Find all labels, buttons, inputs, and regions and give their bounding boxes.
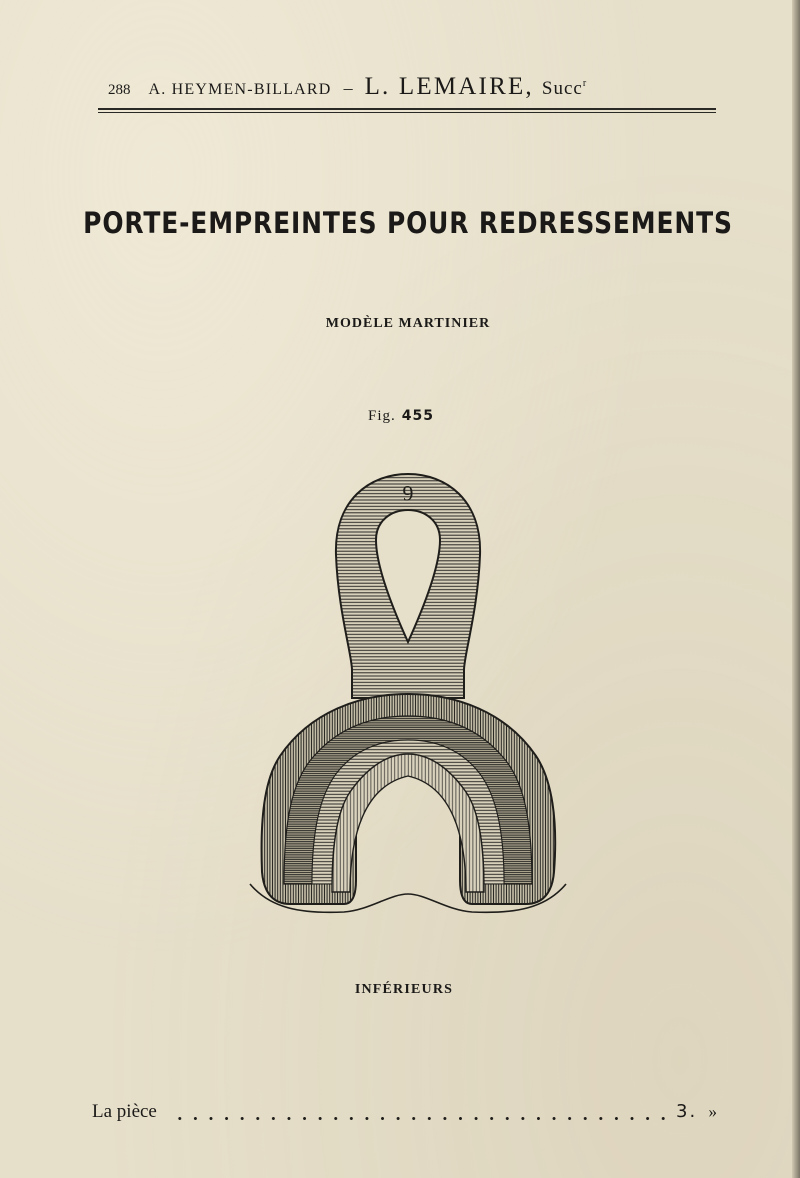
successor-suffix-text: Succ — [541, 78, 583, 99]
figure-caption: INFÉRIEURS — [354, 982, 454, 997]
dot-leader — [172, 1117, 668, 1120]
tray-body — [250, 694, 566, 912]
tray-handle — [336, 474, 480, 698]
header-rule-thick — [98, 108, 716, 110]
figure-number: 455 — [401, 408, 434, 424]
running-head — [108, 74, 708, 99]
figure-label — [0, 408, 800, 425]
engraved-number: 6 — [402, 481, 414, 506]
figure-label-text: Fig. — [368, 408, 396, 424]
price-value: 3. — [676, 1101, 698, 1122]
publisher-name: A. HEYMEN-BILLARD — [148, 81, 332, 98]
header-separator: – — [343, 78, 353, 98]
successor-suffix-superscript: r — [582, 77, 588, 89]
successor-suffix — [542, 78, 587, 99]
page-number: 288 — [108, 82, 131, 98]
model-label: MODÈLE MARTINIER — [325, 316, 491, 331]
impression-tray-illustration — [240, 460, 570, 930]
header-rule-thin — [98, 112, 716, 113]
page-title: PORTE-EMPREINTES POUR REDRESSEMENTS — [83, 206, 733, 240]
page-edge — [792, 0, 800, 1178]
price-ditto-mark: » — [708, 1102, 717, 1121]
price-line — [92, 1101, 717, 1125]
price-label: La pièce — [92, 1101, 157, 1122]
successor-name: L. LEMAIRE, — [364, 73, 534, 100]
